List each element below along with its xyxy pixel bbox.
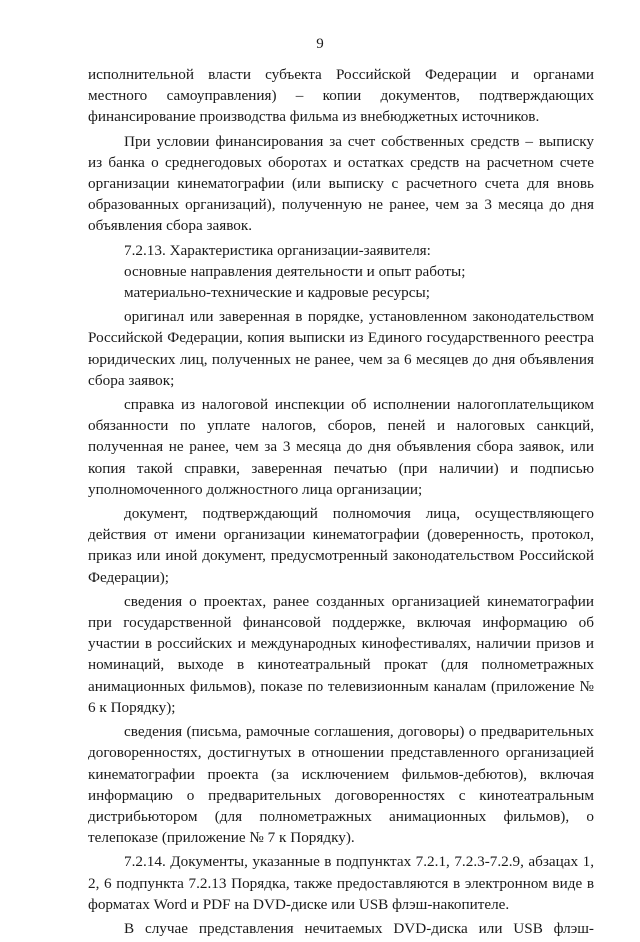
paragraph-preliminary-agreements: сведения (письма, рамочные соглашения, договоры) о предварительных договоренностях, достигнутых в отношении представленного организацией кинематографии проекта (за исключением фильмов-дебютов), включая информацию о предварительных договоренностях с кинотеатральным дистрибьютором (для полнометражных анимационных фильмов), о телепоказе (приложение № 7 к Порядку). (88, 723, 594, 847)
paragraph-continuation: исполнительной власти субъекта Российской Федерации и органами местного самоуправления) – копии документов, подтверждающих финансирование производства фильма из внебюджетных источников. (88, 66, 594, 126)
paragraph-activities: основные направления деятельности и опыт работы; (124, 262, 466, 280)
paragraph-own-funds: При условии финансирования за счет собственных средств – выписку из банка о среднегодовых оборотах и остатках средств на расчетном счете организации кинематографии (или выписку с расчетного счета для вновь образованных организаций), полученную не ранее, чем за 3 месяца до дня объявления сбора заявок. (88, 132, 594, 235)
paragraph-registry-extract: оригинал или заверенная в порядке, установленном законодательством Российской Федерации, копия выписки из Единого государственного реестра юридических лиц, полученных не ранее, чем за 6 месяцев до дня объявления сбора заявок; (88, 308, 594, 389)
paragraph-previous-projects: сведения о проектах, ранее созданных организацией кинематографии при государственной финансовой поддержке, включая информацию об участии в российских и международных кинофестивалях, наличии призов и номинаций, выходе в кинотеатральный прокат (для полнометражных анимационных фильмов), показе по телевизионным каналам (приложение № 6 к Порядку); (88, 592, 594, 716)
paragraph-tax-certificate: справка из налоговой инспекции об исполнении налогоплательщиком обязанности по уплате налогов, сборов, пеней и налоговых санкций, полученная не ранее, чем за 3 месяца до дня объявления сбора заявок, или копия такой справки, заверенная печатью (при наличии) и подписью уполномоченного должностного лица организации; (88, 396, 594, 498)
document-body (88, 64, 594, 942)
paragraph-7-2-13-heading: 7.2.13. Характеристика организации-заявителя: (124, 241, 431, 259)
paragraph-unreadable-media: В случае представления нечитаемых DVD-диска или USB флэш- (124, 919, 594, 937)
paragraph-7-2-14: 7.2.14. Документы, указанные в подпунктах 7.2.1, 7.2.3-7.2.9, абзацах 1, 2, 6 подпункта 7.2.13 Порядка, также предоставляются в электронном виде в форматах Word и PDF на DVD-диске или USB флэш-накопителе. (88, 853, 594, 913)
paragraph-authority-document: документ, подтверждающий полномочия лица, осуществляющего действия от имени организации кинематографии (доверенность, протокол, приказ или иной документ, предусмотренный законодательством Российской Федерации); (88, 505, 594, 586)
paragraph-resources: материально-технические и кадровые ресурсы; (124, 284, 430, 302)
page-number: 9 (316, 36, 324, 52)
